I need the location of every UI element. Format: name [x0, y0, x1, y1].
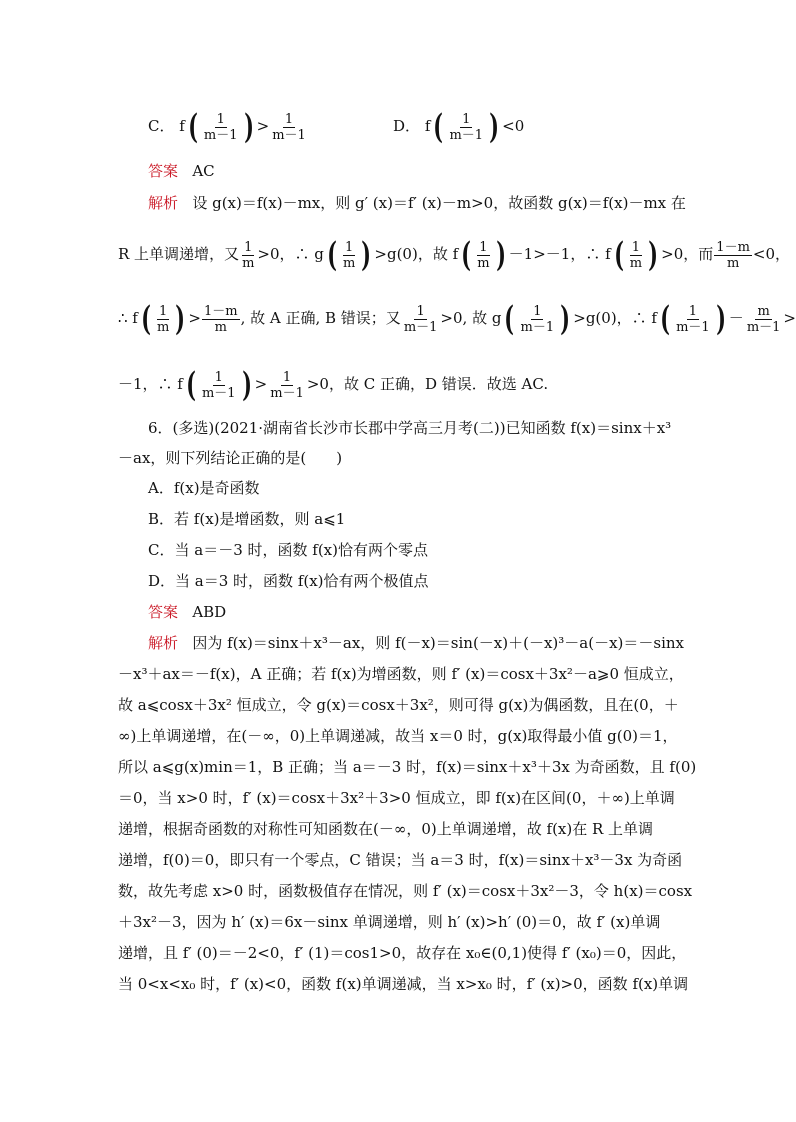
fraction [475, 241, 491, 270]
fraction-num: 1 [345, 239, 354, 255]
analysis-text: 因为 f(x)＝sinx＋x³－ax，则 f(－x)＝sin(－x)＋(－x)³－a(－x)＝－sinx [192, 634, 685, 652]
option-a: A．f(x)是奇函数 [148, 479, 260, 497]
fraction-den: m [156, 319, 170, 335]
math-text: > [256, 117, 270, 135]
analysis-line: 数，故先考虑 x>0 时，函数极值存在情况，则 f′ (x)＝cosx＋3x²－3，令 h(x)＝cosx [118, 882, 693, 900]
fraction-den: m－1 [746, 319, 781, 335]
answer-value: AC [192, 162, 215, 180]
fraction-num: 1 [216, 111, 225, 127]
fraction-den: m－1 [203, 127, 238, 143]
analysis-text: 设 g(x)＝f(x)－mx，则 g′ (x)＝f′ (x)－m>0，故函数 g(x)＝f(x)－mx 在 [192, 194, 686, 212]
analysis-line [148, 193, 686, 213]
paren: ) [495, 235, 506, 275]
fraction-num: 1 [158, 303, 168, 319]
fraction-num: 1 [462, 111, 471, 127]
analysis-text: －1，∴ f [118, 375, 183, 393]
analysis-text: － [728, 309, 744, 327]
fraction-num: 1－m [203, 303, 238, 319]
answer-label: 答案 [148, 603, 179, 621]
analysis-line: ∞)上单调递增，在(－∞，0)上单调递减，故当 x＝0 时，g(x)取得最小值 g(0)＝1， [118, 727, 678, 745]
math-text: f [179, 117, 185, 135]
paren: ( [141, 299, 151, 339]
paren: ( [188, 107, 198, 147]
math-text: <0 [502, 117, 525, 135]
paren: ) [175, 299, 186, 339]
fraction [402, 305, 440, 334]
fraction [519, 305, 557, 334]
paren: ( [660, 299, 670, 339]
fraction-num: 1 [284, 111, 294, 127]
option-b: B．若 f(x)是增函数，则 a⩽1 [148, 510, 346, 528]
fraction-num: 1 [244, 239, 253, 255]
paren: ( [433, 107, 444, 147]
paren: ( [186, 365, 196, 405]
analysis-text: >0，∴ g [257, 245, 324, 263]
paren: ) [489, 107, 499, 147]
analysis-line: ＝0，当 x>0 时，f′ (x)＝cosx＋3x²＋3>0 恒成立，即 f(x)在区间(0，＋∞)上单调 [118, 789, 675, 807]
fraction-num: 1 [282, 369, 292, 385]
paren: ) [715, 299, 726, 339]
fraction-den: m－1 [270, 385, 304, 401]
analysis-line: 递增，根据奇函数的对称性可知函数在(－∞，0)上单调递增，故 f(x)在 R 上单调 [118, 820, 654, 838]
answer-line-q5 [148, 161, 215, 181]
fraction-num: 1 [214, 369, 223, 385]
fraction [341, 241, 357, 270]
fraction-den: m－1 [676, 319, 710, 335]
fraction-den: m [214, 319, 227, 335]
analysis-text: R 上单调递增，又 [118, 245, 240, 263]
analysis-label: 解析 [148, 634, 179, 652]
analysis-text: >0，故 C 正确，D 错误．故选 AC. [306, 375, 549, 393]
fraction-num: 1 [688, 303, 698, 319]
option-label: C． [148, 117, 175, 135]
analysis-text: > [254, 375, 268, 393]
analysis-line: －x³＋ax＝－f(x)，A 正确；若 f(x)为增函数，则 f′ (x)＝cosx＋3x²－a⩾0 恒成立， [118, 665, 684, 683]
answer-line-q6 [148, 602, 226, 622]
paren: ) [243, 107, 254, 147]
fraction-den: m [477, 255, 490, 271]
fraction-num: 1－m [716, 239, 750, 255]
paren: ( [504, 299, 515, 339]
fraction-den: m [242, 255, 255, 271]
fraction-num: 1 [479, 239, 488, 255]
analysis-line: 所以 a⩽g(x)min＝1，B 正确；当 a＝－3 时，f(x)＝sinx＋x³＋3x 为奇函数，且 f(0) [118, 758, 697, 776]
fraction-den: m－1 [403, 319, 438, 335]
paren: ) [648, 235, 658, 275]
fraction-num: m [757, 303, 770, 319]
answer-value: ABD [192, 603, 227, 621]
fraction [240, 241, 256, 270]
option-c: C．当 a＝－3 时，函数 f(x)恰有两个零点 [148, 541, 428, 559]
paren: ) [560, 299, 571, 339]
fraction-den: m [342, 255, 356, 271]
analysis-line [118, 299, 796, 339]
analysis-text: >0, 故 g [440, 309, 502, 327]
fraction [745, 305, 783, 334]
fraction [714, 241, 752, 270]
math-text: f [424, 117, 431, 135]
paren: ( [613, 235, 624, 275]
paren: ) [241, 365, 252, 405]
analysis-text: ∴ f [118, 309, 138, 327]
analysis-text: > [783, 309, 796, 327]
analysis-line [148, 633, 684, 653]
fraction-den: m－1 [201, 385, 236, 401]
analysis-text: >0，而 [661, 245, 714, 263]
analysis-line: 故 a⩽cosx＋3x² 恒成立，令 g(x)＝cosx＋3x²，则可得 g(x)为偶函数，且在(0，＋ [118, 696, 679, 714]
paren: ( [461, 235, 472, 275]
fraction [200, 371, 238, 400]
fraction-den: m－1 [272, 127, 306, 143]
analysis-line: 当 0<x<x₀ 时，f′ (x)<0，函数 f(x)单调递减，当 x>x₀ 时，f′ (x)>0，函数 f(x)单调 [118, 975, 689, 993]
option-d [393, 107, 525, 147]
analysis-line: ＋3x²－3，因为 h′ (x)＝6x－sinx 单调递增，则 h′ (x)>h′ (0)＝0，故 f′ (x)单调 [118, 913, 661, 931]
analysis-line: 递增，且 f′ (0)＝－2<0，f′ (1)＝cos1>0，故存在 x₀∈(0,1)使得 f′ (x₀)＝0，因此， [118, 944, 687, 962]
paren: ( [327, 235, 337, 275]
option-label: D． [393, 117, 421, 135]
fraction-den: m [629, 255, 643, 271]
question-6-stem: 6．(多选)(2021·湖南省长沙市长郡中学高三月考(二))已知函数 f(x)＝sinx＋x³ [148, 419, 672, 437]
answer-label: 答案 [148, 162, 179, 180]
fraction-num: 1 [631, 239, 641, 255]
fraction-den: m－1 [520, 319, 555, 335]
fraction [268, 371, 306, 400]
analysis-label: 解析 [148, 194, 179, 212]
question-6-stem-cont: －ax，则下列结论正确的是( ) [118, 449, 343, 467]
fraction-num: 1 [416, 303, 425, 319]
analysis-text: >g(0)，故 f [374, 245, 459, 263]
option-c [148, 107, 309, 147]
fraction [447, 113, 485, 142]
fraction [674, 305, 712, 334]
analysis-line: 递增，f(0)＝0，即只有一个零点，C 错误；当 a＝3 时，f(x)＝sinx＋x³－3x 为奇函 [118, 851, 683, 869]
analysis-text: －1>－1，∴ f [508, 245, 611, 263]
fraction-num: 1 [533, 303, 542, 319]
analysis-text: >g(0)，∴ f [573, 309, 657, 327]
fraction [155, 305, 171, 334]
option-d: D．当 a＝3 时，函数 f(x)恰有两个极值点 [148, 572, 429, 590]
fraction [202, 113, 240, 142]
fraction [202, 305, 240, 334]
analysis-text: > [188, 309, 201, 327]
fraction-den: m－1 [449, 127, 484, 143]
analysis-line [118, 365, 549, 405]
fraction-den: m [726, 255, 740, 271]
paren: ) [361, 235, 372, 275]
analysis-text: , 故 A 正确, B 错误；又 [240, 309, 401, 327]
fraction [270, 113, 308, 142]
analysis-text: <0， [752, 245, 791, 263]
fraction [628, 241, 644, 270]
analysis-line [118, 235, 791, 275]
